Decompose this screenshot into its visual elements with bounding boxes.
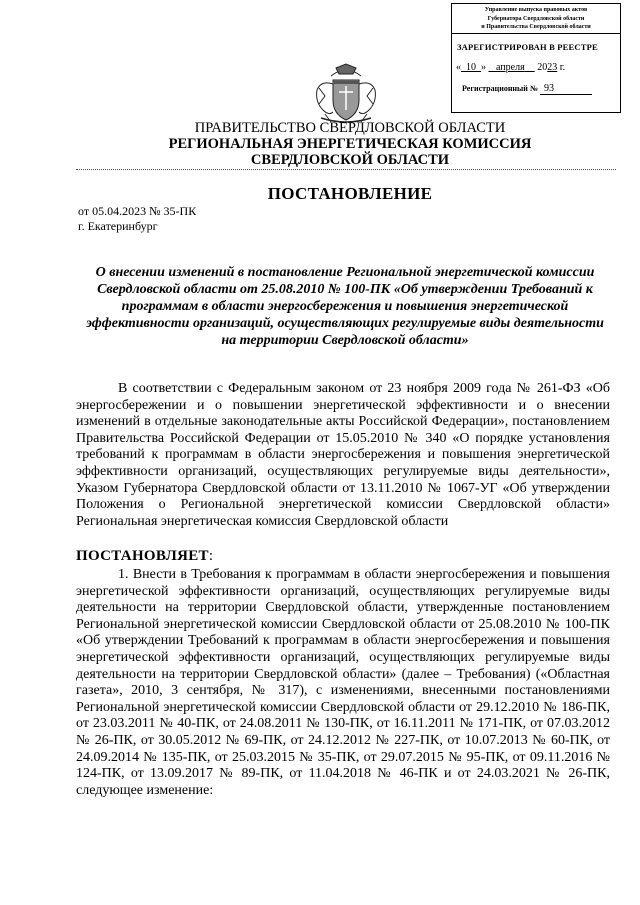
- stamp-date-year: 2023: [537, 62, 558, 73]
- document-number-date: от 05.04.2023 № 35-ПК: [78, 204, 197, 218]
- preamble-paragraph: В соответствии с Федеральным законом от 23 ноября 2009 года № 261-ФЗ «Об энергосбережении и о повышении энергетической эффективности и о внесении изменений в отдельные законодательные акты Российской Федерации», постановлением Правительства Российской Федерации от 15.05.2010 № 340 «О порядке установления требований к программам в области энергосбережения и повышения энергетической эффективности организаций, осуществляющих регулируемые виды деятельности», Указом Губернатора Свердловской области от 13.11.2010 № 1067-УГ «Об утверждении Положения о Региональной энергетической комиссии Свердловской области» Региональная энергетическая комиссия Свердловской области: [76, 381, 610, 529]
- stamp-header-line: Управление выпуска правовых актов: [484, 7, 588, 13]
- coat-of-arms-icon: [311, 62, 381, 126]
- government-name: ПРАВИТЕЛЬСТВО СВЕРДЛОВСКОЙ ОБЛАСТИ: [194, 120, 506, 136]
- item-1-paragraph: 1. Внести в Требования к программам в области энергосбережения и повышения энергетической эффективности организаций, осуществляющих регулируемые виды деятельности на территории Свердловской области, утвержденные постановлением Региональной энергетической комиссии Свердловской области от 25.08.2010 № 100-ПК «Об утверждении Требований к программам в области энергосбережения и повышения энергетической эффективности организаций, осуществляющих регулируемые виды деятельности на территории Свердловской области» (далее – Требования) («Областная газета», 2010, 3 сентября, № 317), с изменениями, внесенными постановлениями Региональной энергетической комиссии Свердловской области от 29.12.2010 № 186-ПК, от 23.03.2011 № 40-ПК, от 24.08.2011 № 130-ПК, от 16.11.2011 № 171-ПК, от 07.03.2012 № 26-ПК, от 30.05.2012 № 69-ПК, от 24.12.2012 № 227-ПК, от 10.07.2013 № 60-ПК, от 24.09.2014 № 135-ПК, от 25.03.2015 № 35-ПК, от 29.07.2015 № 95-ПК, от 09.11.2016 № 124-ПК, от 13.09.2017 № 89-ПК, от 11.04.2018 № 46-ПК и от 24.03.2021 № 26-ПК, следующее изменение:: [76, 567, 610, 798]
- stamp-reg-label: Регистрационный №: [462, 84, 538, 93]
- header-divider: [76, 169, 616, 170]
- stamp-header: [452, 4, 620, 34]
- stamp-header-line: и Правительства Свердловской области: [481, 24, 591, 30]
- commission-region: СВЕРДЛОВСКОЙ ОБЛАСТИ: [250, 152, 450, 168]
- postanovlyaet-heading: ПОСТАНОВЛЯЕТ:: [76, 548, 214, 564]
- stamp-date-day: 10: [466, 62, 476, 73]
- stamp-reg-number: 93: [540, 83, 592, 95]
- document-subject: О внесении изменений в постановление Региональной энергетической комиссии Свердловской области от 25.08.2010 № 100-ПК «Об утверждении Требований к программам в области энергосбережения и повышения энергетической эффективности организаций, осуществляющих регулируемые виды деятельности на территории Свердловской области»: [86, 265, 604, 348]
- stamp-registration: [462, 83, 620, 95]
- stamp-date-month: апреля: [496, 62, 525, 73]
- stamp-date-close: »: [481, 62, 486, 73]
- document-type: ПОСТАНОВЛЕНИЕ: [267, 184, 433, 203]
- stamp-date-g: г.: [559, 62, 566, 73]
- stamp-header-line: Губернатора Свердловской области: [487, 15, 585, 22]
- stamp-date: [456, 62, 620, 73]
- stamp-date-open: «: [456, 62, 461, 73]
- registration-stamp: [451, 3, 621, 113]
- document-city: г. Екатеринбург: [78, 219, 158, 233]
- commission-name: РЕГИОНАЛЬНАЯ ЭНЕРГЕТИЧЕСКАЯ КОМИССИЯ: [168, 136, 532, 152]
- stamp-title: ЗАРЕГИСТРИРОВАН В РЕЕСТРЕ: [457, 42, 598, 52]
